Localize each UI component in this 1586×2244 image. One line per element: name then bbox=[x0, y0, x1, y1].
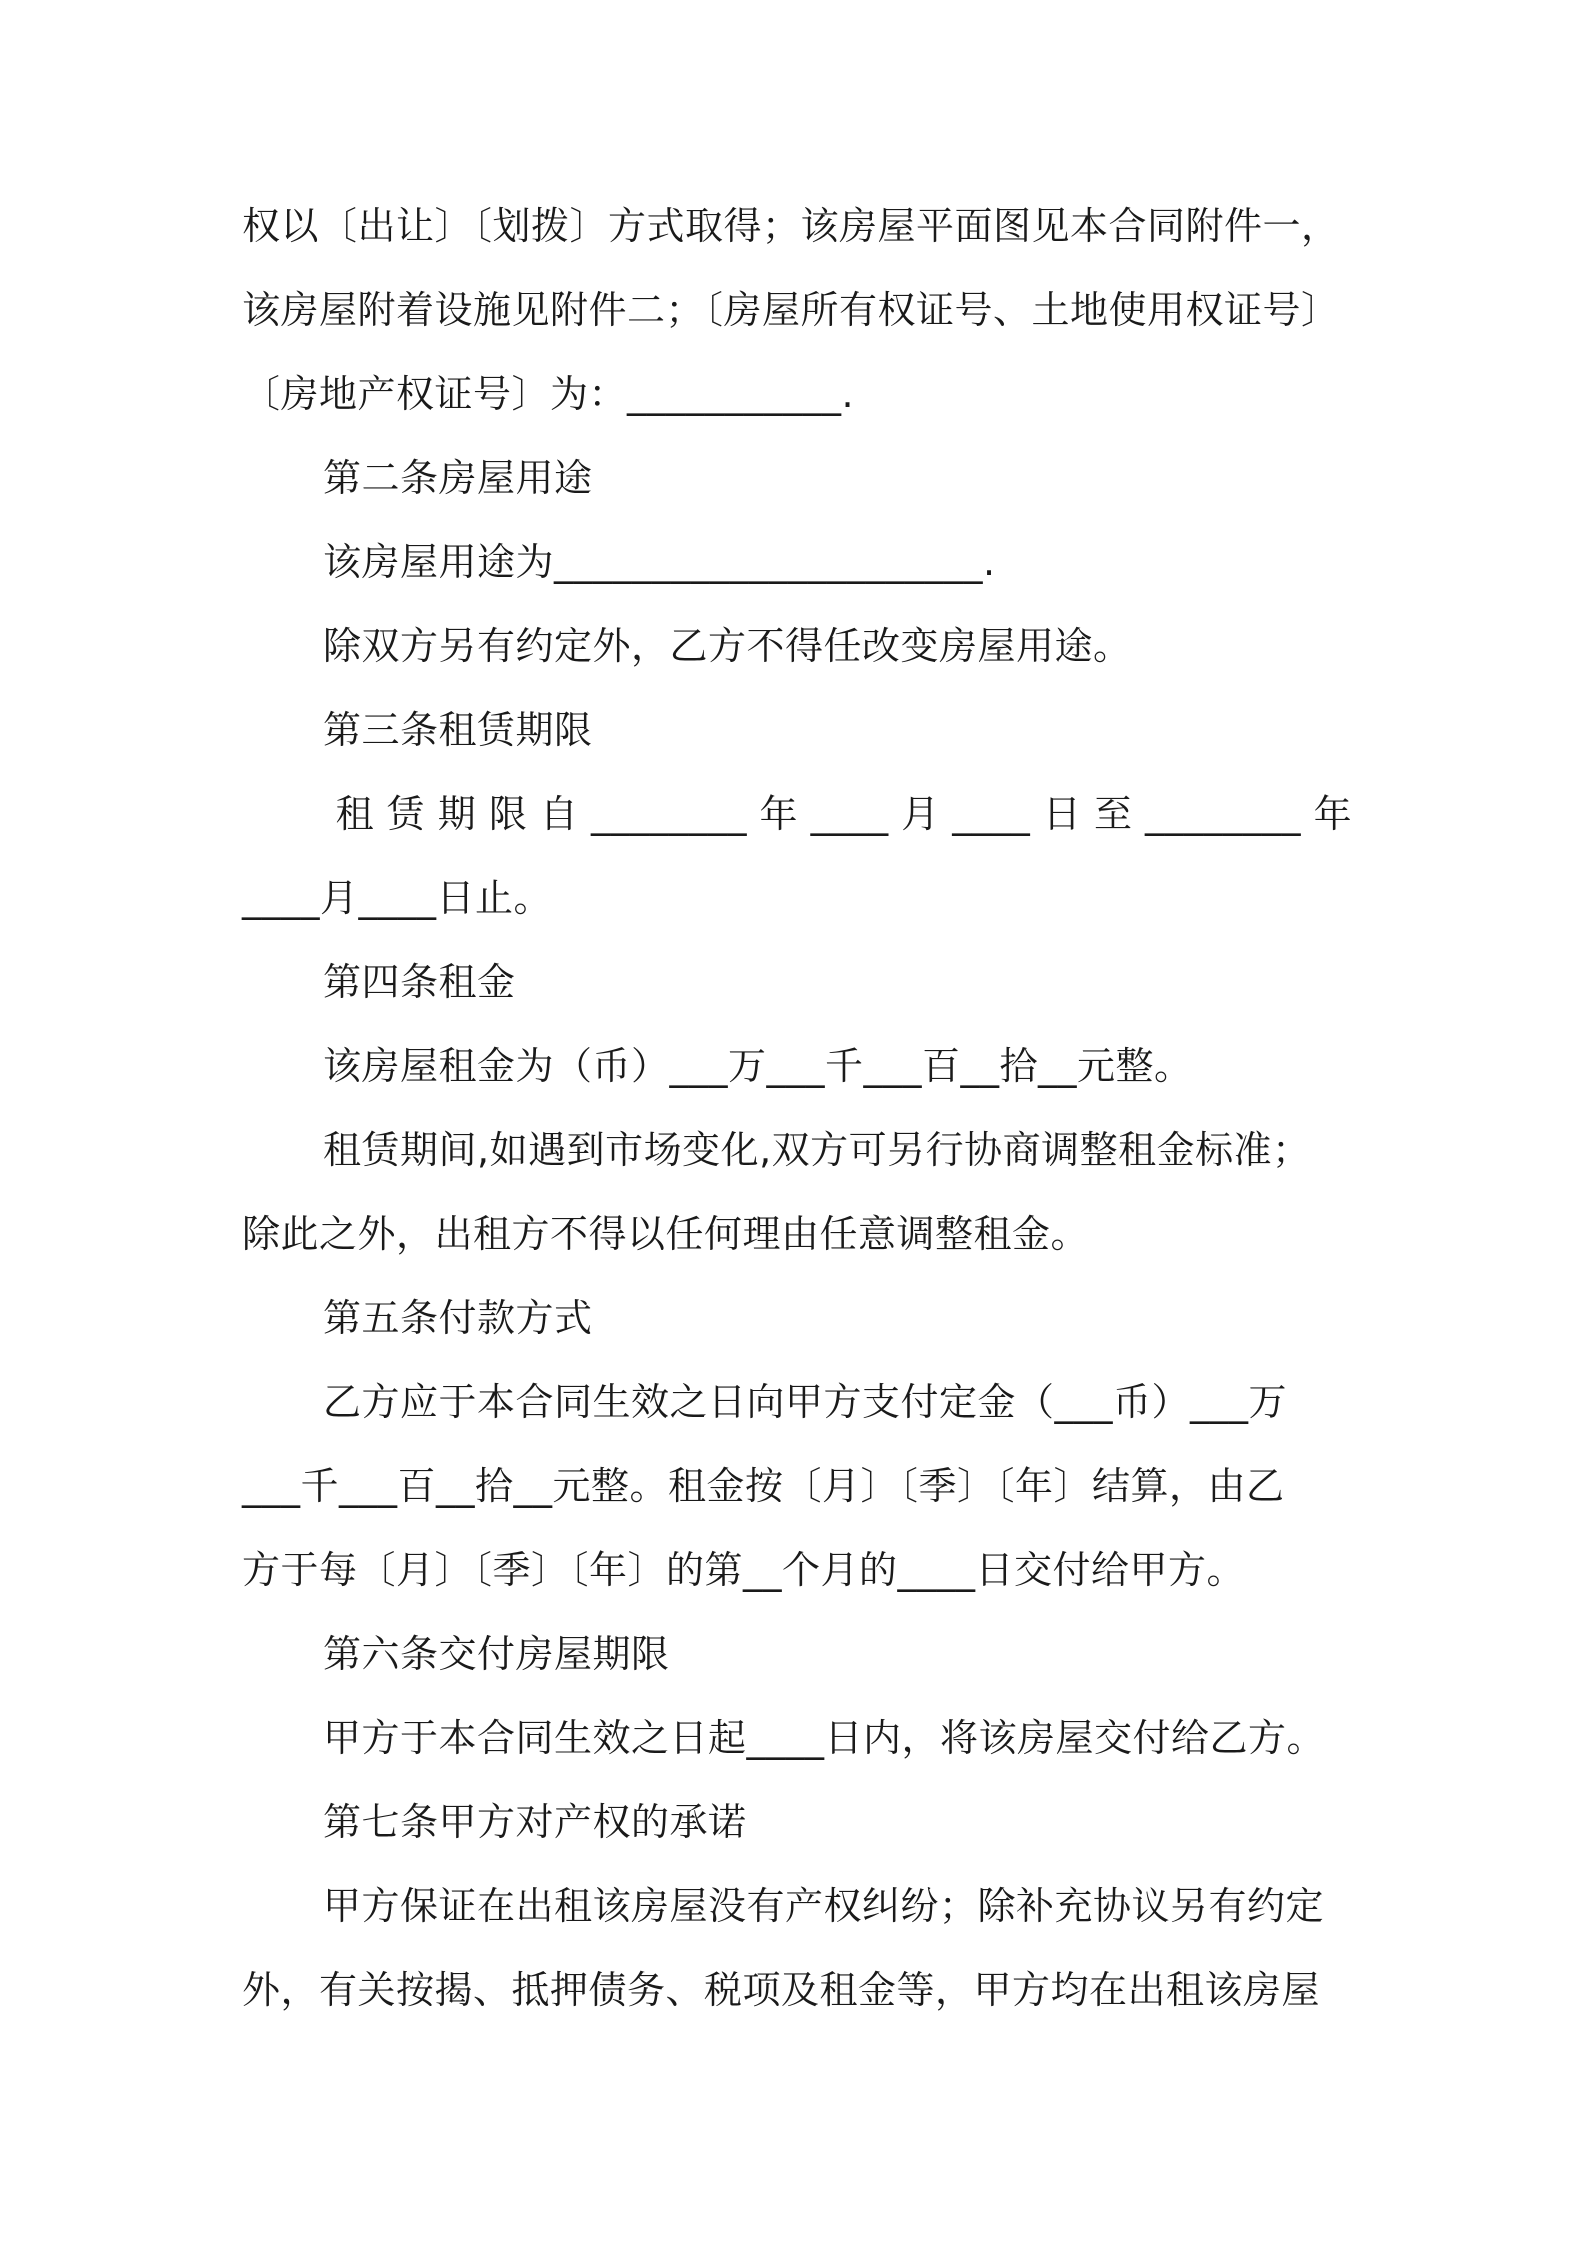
text-line: ____月____日止。 bbox=[242, 876, 553, 920]
section-heading: 第二条房屋用途 bbox=[323, 456, 593, 500]
text-line: 该房屋用途为______________________. bbox=[323, 540, 996, 584]
text-line: 甲方保证在出租该房屋没有产权纠纷；除补充协议另有约定 bbox=[323, 1884, 1325, 1928]
text-line: ___千___百__拾__元整。租金按〔月〕〔季〕〔年〕结算，由乙 bbox=[242, 1464, 1285, 1508]
text-line: 方于每〔月〕〔季〕〔年〕的第__个月的____日交付给甲方。 bbox=[242, 1548, 1246, 1592]
text-line: 外，有关按揭、抵押债务、税项及租金等，甲方均在出租该房屋 bbox=[242, 1968, 1321, 2012]
section-heading: 第七条甲方对产权的承诺 bbox=[323, 1800, 747, 1844]
section-heading: 第五条付款方式 bbox=[323, 1296, 593, 1340]
section-heading: 第六条交付房屋期限 bbox=[323, 1632, 670, 1676]
text-line: 该房屋附着设施见附件二；〔房屋所有权证号、土地使用权证号〕 bbox=[242, 288, 1340, 332]
section-heading: 第四条租金 bbox=[323, 960, 516, 1004]
text-line: 〔房地产权证号〕为：___________. bbox=[242, 372, 855, 416]
text-line: 除双方另有约定外，乙方不得任改变房屋用途。 bbox=[323, 624, 1132, 668]
text-line: 租 赁 期 限 自 ________ 年 ____ 月 ____ 日 至 ________ 年 bbox=[323, 792, 1353, 836]
text-line: 租赁期间,如遇到市场变化,双方可另行协商调整租金标准； bbox=[323, 1128, 1311, 1172]
text-line: 除此之外，出租方不得以任何理由任意调整租金。 bbox=[242, 1212, 1090, 1256]
text-line: 甲方于本合同生效之日起____日内，将该房屋交付给乙方。 bbox=[323, 1716, 1326, 1760]
text-line: 该房屋租金为（币）___万___千___百__拾__元整。 bbox=[323, 1044, 1193, 1088]
text-line: 权以〔出让〕〔划拨〕方式取得；该房屋平面图见本合同附件一， bbox=[242, 204, 1340, 248]
section-heading: 第三条租赁期限 bbox=[323, 708, 593, 752]
text-line: 乙方应于本合同生效之日向甲方支付定金（___币）___万 bbox=[323, 1380, 1288, 1424]
